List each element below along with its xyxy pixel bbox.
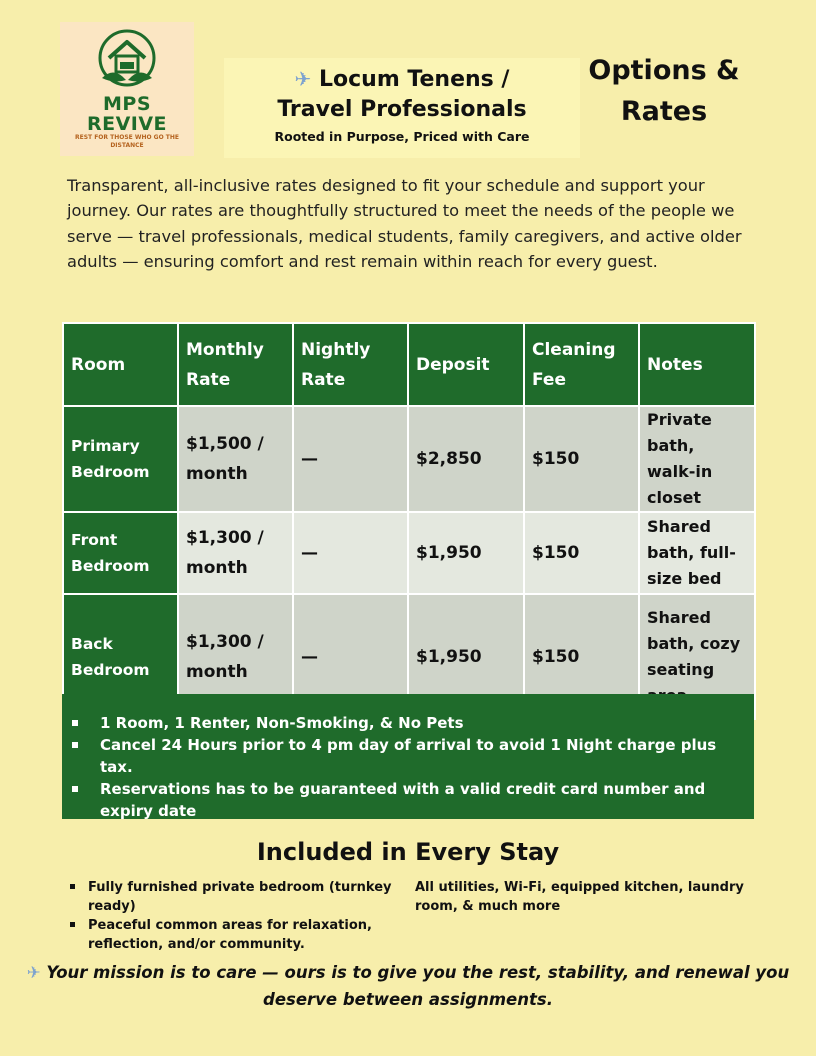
header-title-line2: Travel Professionals [277, 97, 527, 122]
table-row [63, 406, 755, 512]
policy-item: 1 Room, 1 Renter, Non-Smoking, & No Pets [72, 712, 744, 734]
airplane-icon: ✈ [26, 963, 41, 982]
notes: Shared bath, cozy seating [639, 594, 755, 719]
included-title: Included in Every Stay [256, 838, 560, 866]
policy-box [62, 694, 754, 819]
header-monthly-rate: Monthly Rate [178, 323, 293, 406]
nightly-rate: — [293, 406, 408, 512]
room-name: Primary Bedroom [63, 406, 178, 512]
header-nightly-rate: Nightly Rate [293, 323, 408, 406]
header-box [224, 58, 580, 158]
rates-table [62, 322, 756, 720]
monthly-rate: $1,300 / month [178, 594, 293, 719]
logo-name: MPS REVIVE [86, 93, 168, 135]
header-subtitle: Rooted in Purpose, Priced with Care [274, 129, 530, 144]
deposit: $2,850 [408, 406, 524, 512]
cleaning-fee: $150 [524, 406, 639, 512]
monthly-rate: $1,500 / month [178, 406, 293, 512]
options-rates-title [584, 50, 744, 132]
room-name: Back Bedroom [63, 594, 178, 719]
house-leaf-icon [96, 28, 158, 92]
options-title-line2: Rates [620, 96, 708, 127]
header-deposit: Deposit [408, 323, 524, 406]
room-name: Front Bedroom [63, 512, 178, 594]
header-notes: Notes [639, 323, 755, 406]
table-row [63, 512, 755, 594]
included-item: Peaceful common areas for relaxation, reflection, and/or community. [68, 916, 398, 954]
header-cleaning-fee: Cleaning Fee [524, 323, 639, 406]
included-item: Fully furnished private bedroom (turnkey ready) [68, 878, 398, 916]
cleaning-fee: $150 [524, 512, 639, 594]
airplane-icon: ✈ [294, 67, 312, 91]
mission-statement [18, 959, 798, 1013]
policy-list [72, 712, 744, 822]
header-room: Room [63, 323, 178, 406]
nightly-rate: — [293, 594, 408, 719]
cleaning-fee: $150 [524, 594, 639, 719]
deposit: $1,950 [408, 594, 524, 719]
policy-item: Reservations has to be guaranteed with a valid credit card number and expiry date [72, 778, 744, 822]
table-header-row [63, 323, 755, 406]
included-list [68, 878, 398, 954]
logo-tagline: REST FOR THOSE WHO GO THE DISTANCE [74, 134, 179, 149]
monthly-rate: $1,300 / month [178, 512, 293, 594]
mission-text: Your mission is to care — ours is to give you the rest, stability, and renewal you deserve between assignments. [46, 963, 790, 1009]
intro-paragraph: Transparent, all-inclusive rates designed to fit your schedule and support your journey. Our rates are thoughtfully structured to meet the needs of the people we serve — travel professionals, medical students, family caregivers, and active older adults — ensuring comfort and rest remain within reach for every guest. [67, 176, 742, 272]
nightly-rate: — [293, 512, 408, 594]
header-title-line1: Locum Tenens / [318, 67, 510, 92]
logo [60, 22, 194, 156]
included-item-utilities: All utilities, Wi-Fi, equipped kitchen, laundry room, & much more [415, 880, 744, 914]
policy-item: Cancel 24 Hours prior to 4 pm day of arrival to avoid 1 Night charge plus tax. [72, 734, 744, 778]
header-title [224, 64, 580, 125]
notes: Private bath, walk-in closet [639, 406, 755, 512]
notes: Shared bath, full-size bed [639, 512, 755, 594]
options-title-line1: Options & [588, 55, 740, 86]
deposit: $1,950 [408, 512, 524, 594]
